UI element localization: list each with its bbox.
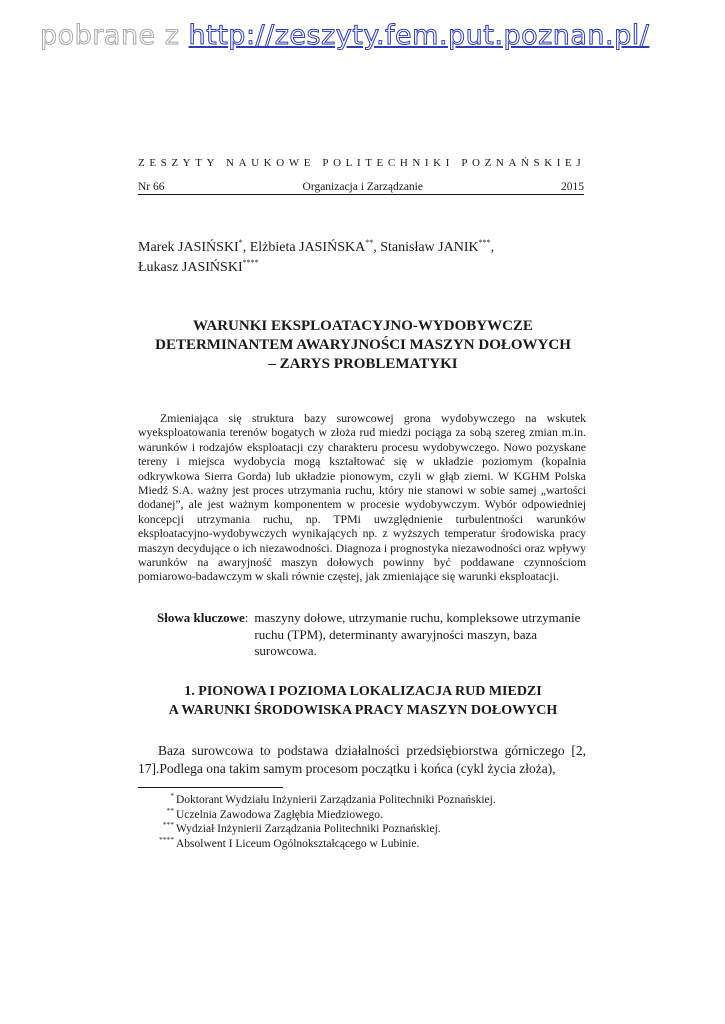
- author-footnote-mark: *: [238, 238, 243, 247]
- author-list: [138, 238, 588, 278]
- footnote: [138, 805, 588, 823]
- footnote-text: Wydział Inżynierii Zarządzania Politechniki Poznańskiej.: [176, 823, 441, 835]
- author-footnote-mark: ***: [478, 238, 491, 247]
- download-watermark: [40, 20, 649, 51]
- paper-title-line: WARUNKI EKSPLOATACYJNO-WYDOBYWCZE: [193, 318, 533, 334]
- issue-line: [138, 181, 584, 195]
- footnote-divider: [138, 787, 283, 788]
- paper-title-line: – ZARYS PROBLEMATYKI: [268, 356, 458, 372]
- author-name: Łukasz JASIŃSKI: [138, 260, 243, 275]
- footnote-mark: ****: [159, 834, 174, 844]
- footnote: [138, 793, 588, 808]
- author-footnote-mark: **: [365, 238, 374, 247]
- footnote-mark: ***: [162, 820, 174, 829]
- watermark-link[interactable]: http://zeszyty.fem.put.poznan.pl/: [188, 20, 650, 51]
- author-separator: ,: [373, 240, 381, 255]
- footnote: [138, 822, 588, 837]
- author-separator: ,: [490, 240, 495, 255]
- author-separator: ,: [242, 240, 250, 255]
- section-heading-line: A WARUNKI ŚRODOWISKA PRACY MASZYN DOŁOWYCH: [168, 702, 558, 718]
- issue-section: Organizacja i Zarządzanie: [302, 181, 423, 193]
- footnote-text: Doktorant Wydziału Inżynierii Zarządzania Politechniki Poznańskiej.: [176, 794, 496, 806]
- footnote: [138, 834, 588, 852]
- keywords-colon: :: [244, 610, 249, 625]
- keywords-label: Słowa kluczowe: [157, 610, 245, 625]
- footnote-text: Absolwent I Liceum Ogólnokształcącego w Lubinie.: [176, 837, 420, 850]
- keywords-text: maszyny dołowe, utrzymanie ruchu, kompleksowe utrzymanie ruchu (TPM), determinanty awaryjności maszyn, baza surowcowa.: [254, 610, 581, 658]
- paper-title: [138, 317, 588, 374]
- issue-year: 2015: [560, 181, 584, 193]
- author-name: Stanisław JANIK: [380, 240, 479, 255]
- footnote-mark: *: [170, 791, 174, 800]
- section-heading-line: 1. PIONOWA I POZIOMA LOKALIZACJA RUD MIEDZI: [184, 684, 542, 699]
- footnote-mark: **: [166, 805, 174, 815]
- author-name: Marek JASIŃSKI: [138, 240, 239, 255]
- issue-number: Nr 66: [138, 181, 165, 193]
- author-footnote-mark: ****: [242, 258, 259, 267]
- author-name: Elżbieta JASIŃSKA: [249, 240, 366, 255]
- abstract-paragraph: Zmieniająca się struktura bazy surowcowej grona wydobywczego na wskutek wyeksploatowania terenów bogatych w złoża rud miedzi pociąga za sobą szereg zmian m.in. warunków i rodzajów eksploatacji czy charakteru procesu wydobywczego. Nowo pozyskane tereny i miejsca wydobycia mogą kształtować się w układzie poziomym (kopalnia odkrywkowa Sierra Gorda) lub układzie pionowym, czyli w głąb ziemi. W KGHM Polska Miedź S.A. ważny jest proces utrzymania ruchu, który nie stanowi w sobie samej „wartości dodanej”, ale jest ważnym komponentem w procesie wydobywczym. Wybór odpowiedniej koncepcji utrzymania ruchu, np. TPMi uwzględnienie turbulentności warunków eksploatacyjno-wydobywczych wynikających np. z wyższych temperatur środowiska pracy maszyn decydujące o ich niezawodności. Diagnoza i prognostyka niezawodności oraz wpływy warunków na awaryjność maszyn dołowych powinny być poddawane czynnościom pomiarowo-badawczym w skali równie częstej, jak zmieniające się warunki eksploatacji.: [138, 411, 586, 584]
- keywords-block: [157, 610, 587, 660]
- section-heading: [138, 683, 588, 720]
- paper-title-line: DETERMINANTEM AWARYJNOŚCI MASZYN DOŁOWYCH: [155, 337, 571, 353]
- journal-series-title: ZESZYTY NAUKOWE POLITECHNIKI POZNAŃSKIEJ: [138, 157, 586, 169]
- keywords-label-group: [157, 610, 248, 660]
- body-paragraph: Baza surowcowa to podstawa działalności przedsiębiorstwa górniczego [2, 17].Podlega ona takim samym procesom początku i końca (cykl życia złoża),: [138, 743, 586, 776]
- footnote-text: Uczelnia Zawodowa Zagłębia Miedziowego.: [176, 808, 383, 821]
- watermark-prefix: pobrane z: [40, 20, 189, 51]
- footnotes: [138, 793, 588, 851]
